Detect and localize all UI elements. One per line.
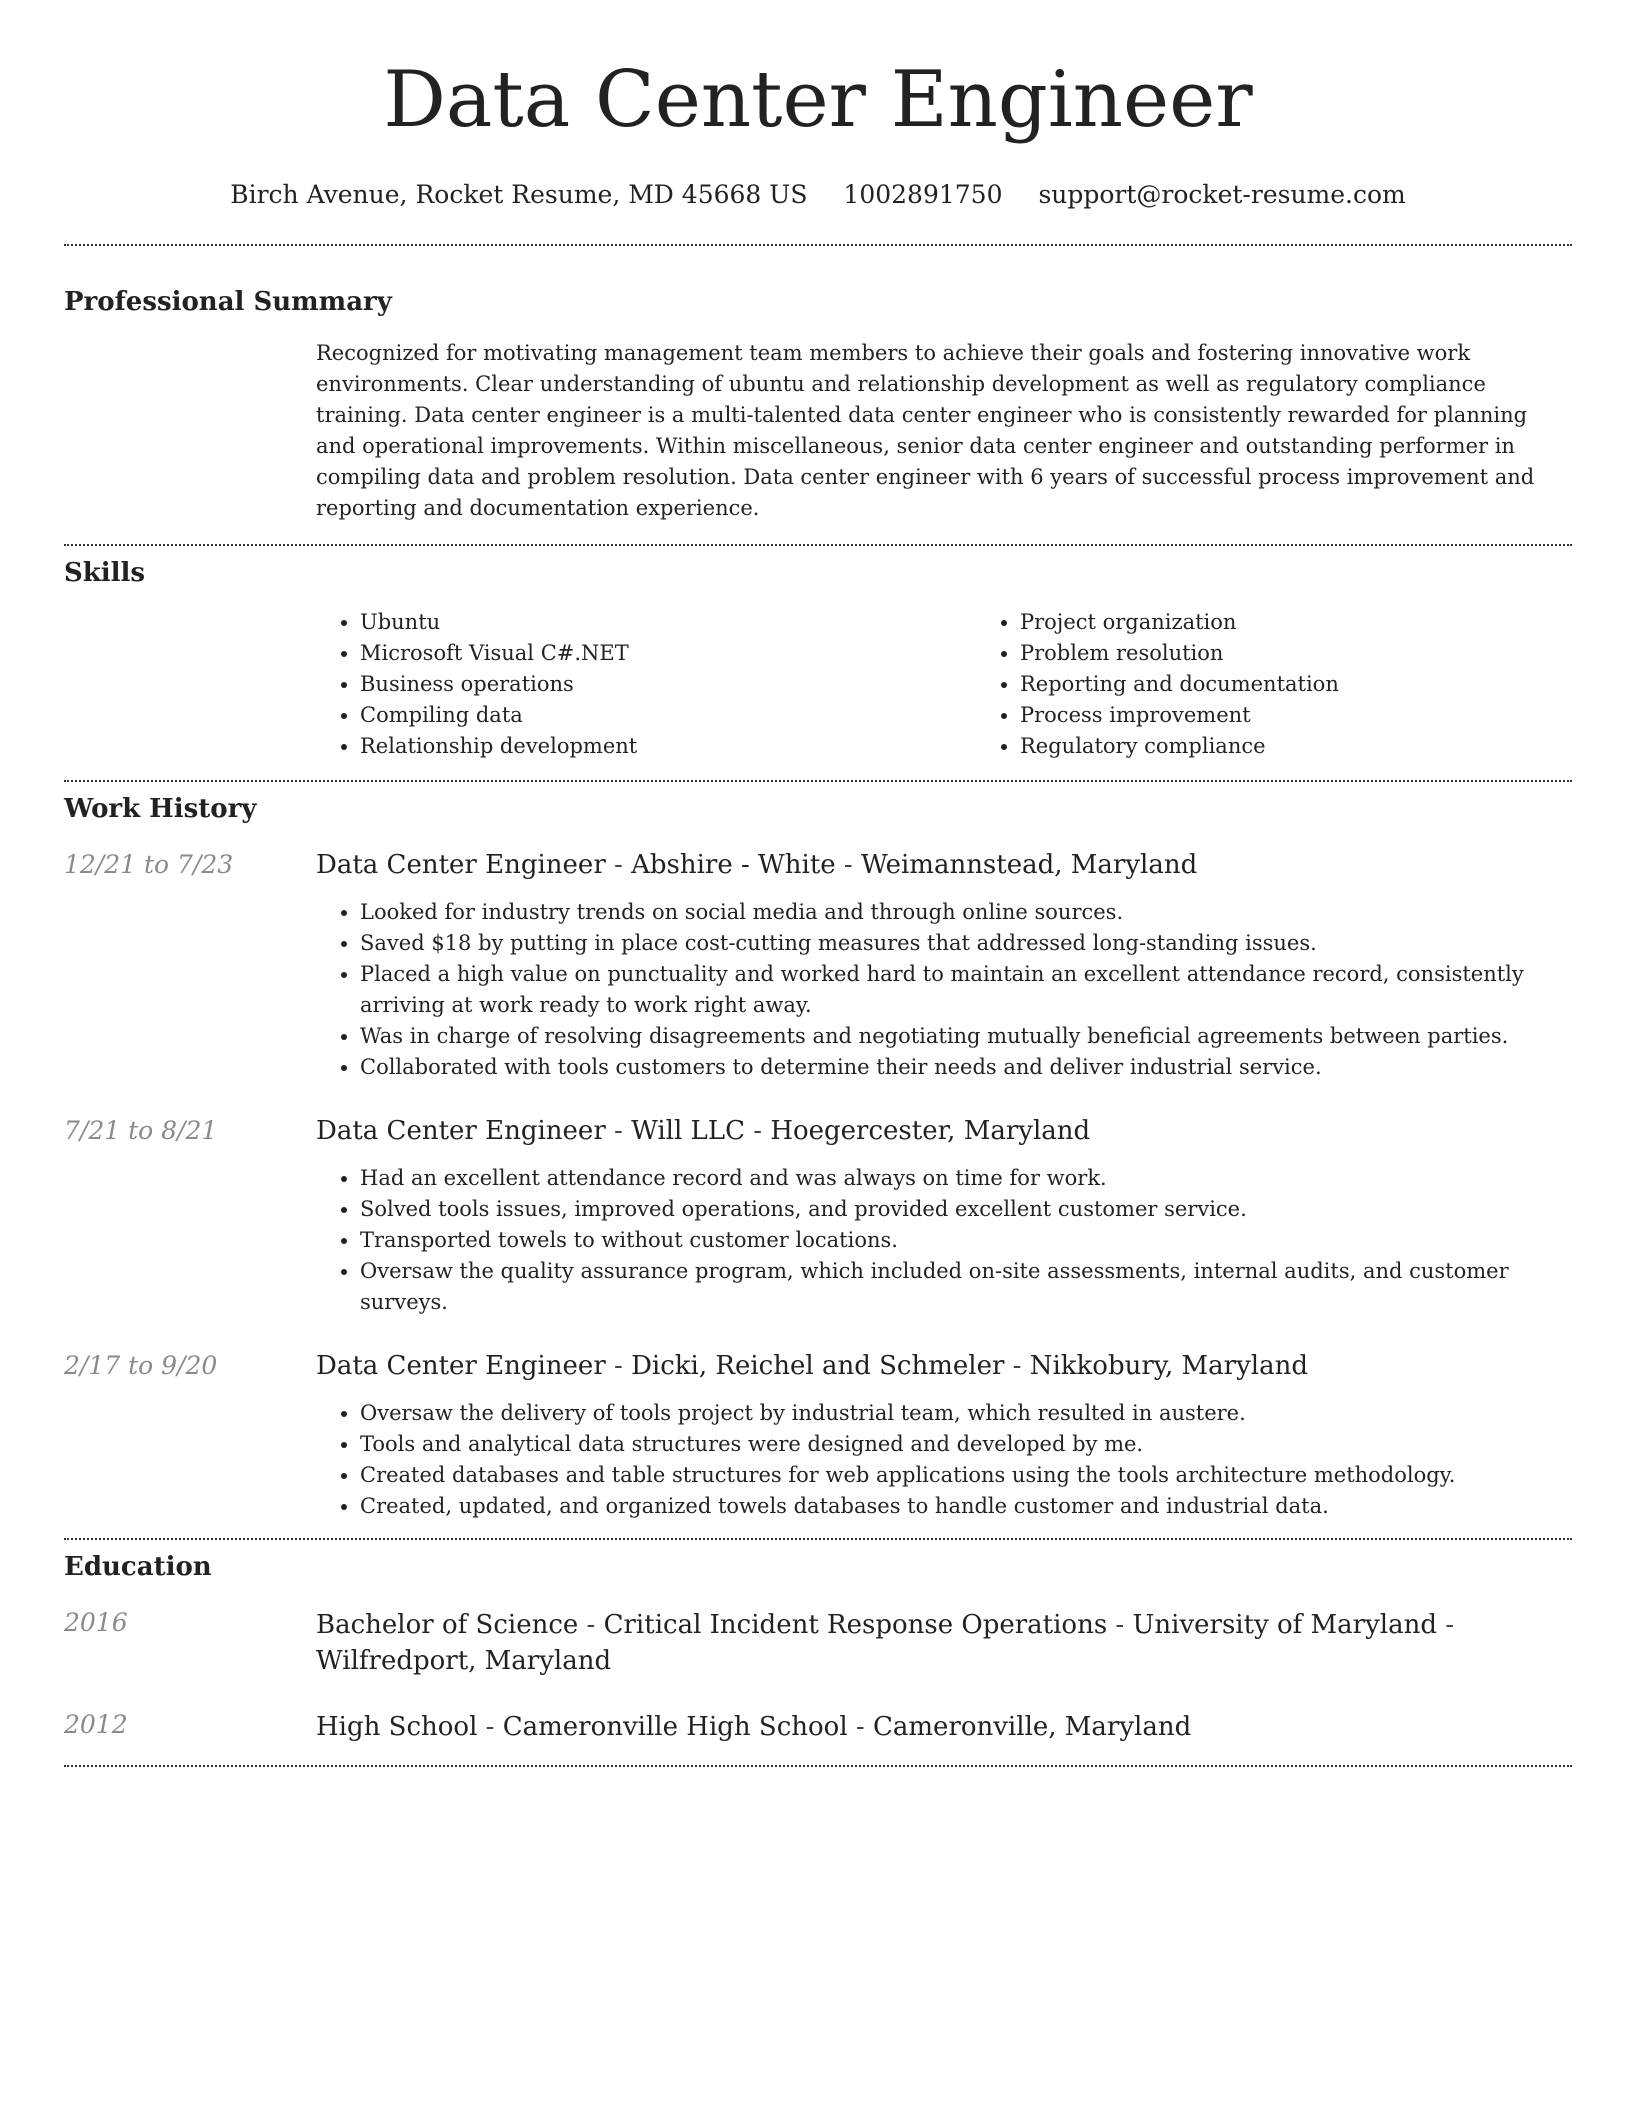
divider	[64, 244, 1572, 246]
education-title: High School - Cameronville High School - Cameronville, Maryland	[316, 1712, 1192, 1742]
contact-address: Birch Avenue, Rocket Resume, MD 45668 US	[230, 180, 808, 209]
skill-item: • Reporting and documentation	[1020, 669, 1632, 700]
summary-text: Recognized for motivating management team members to achieve their goals and fostering innovative work environments. Clear understanding of ubuntu and relationship development as well as regulatory compliance training. Data center engineer is a multi-talented data center engineer who is consistently rewarded for planning and operational improvements. Within miscellaneous, senior data center engineer and outstanding performer in compiling data and problem resolution. Data center engineer with 6 years of successful process improvement and reporting and documentation experience.	[316, 341, 1535, 520]
job-dates: 12/21 to 7/23	[64, 850, 234, 879]
skill-item: • Ubuntu	[360, 607, 976, 638]
skills-list-right	[976, 607, 1632, 762]
work-section	[64, 793, 1572, 1522]
job-bullet: • Oversaw the delivery of tools project by industrial team, which resulted in austere.	[360, 1398, 1572, 1429]
skill-item: • Compiling data	[360, 700, 976, 731]
job-role: Data Center Engineer	[316, 1351, 606, 1381]
contact-line	[64, 180, 1572, 210]
job-bullet: • Created, updated, and organized towels databases to handle customer and industrial data.	[360, 1491, 1572, 1522]
skills-section	[64, 557, 1572, 762]
job-bullet: • Oversaw the quality assurance program, which included on-site assessments, internal audits, and customer surveys.	[360, 1256, 1572, 1318]
job-location: Hoegercester, Maryland	[770, 1116, 1091, 1146]
job-bullet: • Created databases and table structures for web applications using the tools architecture methodology.	[360, 1460, 1572, 1491]
job-bullet: • Had an excellent attendance record and was always on time for work.	[360, 1163, 1572, 1194]
job-location: Weimannstead, Maryland	[860, 850, 1198, 880]
job-title: Data Center Engineer - Dicki, Reichel and Schmeler - Nikkobury, Maryland	[316, 1351, 1308, 1381]
education-title: Bachelor of Science - Critical Incident Response Operations - University of Maryland - Wilfredport, Maryland	[316, 1610, 1455, 1676]
job-location: Nikkobury, Maryland	[1029, 1351, 1308, 1381]
job-bullets	[316, 1163, 1572, 1318]
skill-item: • Business operations	[360, 669, 976, 700]
education-year: 2012	[64, 1710, 128, 1739]
job-entry	[64, 849, 1572, 1083]
job-title: Data Center Engineer - Abshire - White - Weimannstead, Maryland	[316, 850, 1198, 880]
resume-page	[64, 0, 1572, 1767]
job-entry	[64, 1115, 1572, 1318]
education-field: Critical Incident Response Operations	[603, 1610, 1108, 1640]
education-school: Cameronville High School	[502, 1712, 848, 1742]
skill-item: • Project organization	[1020, 607, 1632, 638]
job-bullet: • Collaborated with tools customers to determine their needs and deliver industrial service.	[360, 1052, 1572, 1083]
section-title-skills: Skills	[64, 558, 146, 588]
divider	[64, 780, 1572, 782]
job-company: Dicki, Reichel and Schmeler	[631, 1351, 1005, 1381]
contact-email: support@rocket-resume.com	[1038, 180, 1406, 209]
education-entry	[64, 1709, 1572, 1745]
section-title-education: Education	[64, 1552, 212, 1582]
education-section	[64, 1551, 1572, 1745]
contact-phone: 1002891750	[843, 180, 1003, 209]
job-bullet: • Tools and analytical data structures were designed and developed by me.	[360, 1429, 1572, 1460]
job-bullets	[316, 897, 1572, 1083]
skill-item: • Regulatory compliance	[1020, 731, 1632, 762]
skill-item: • Microsoft Visual C#.NET	[360, 638, 976, 669]
section-title-work: Work History	[64, 794, 257, 824]
skill-item: • Process improvement	[1020, 700, 1632, 731]
section-title-summary: Professional Summary	[64, 287, 392, 317]
job-bullet: • Solved tools issues, improved operations, and provided excellent customer service.	[360, 1194, 1572, 1225]
education-location: Wilfredport, Maryland	[316, 1646, 612, 1676]
job-bullets	[316, 1398, 1572, 1522]
resume-name: Data Center Engineer	[383, 55, 1253, 145]
job-bullet: • Looked for industry trends on social media and through online sources.	[360, 897, 1572, 928]
job-dates: 7/21 to 8/21	[64, 1116, 218, 1145]
education-school: University of Maryland	[1132, 1610, 1438, 1640]
education-degree: Bachelor of Science	[316, 1610, 579, 1640]
divider	[64, 544, 1572, 546]
summary-section	[64, 286, 1572, 524]
education-year: 2016	[64, 1608, 128, 1637]
job-company: Abshire - White	[631, 850, 836, 880]
job-dates: 2/17 to 9/20	[64, 1351, 218, 1380]
job-bullet: • Was in charge of resolving disagreements and negotiating mutually beneficial agreements between parties.	[360, 1021, 1572, 1052]
education-location: Cameronville, Maryland	[872, 1712, 1192, 1742]
job-bullet: • Saved $18 by putting in place cost-cutting measures that addressed long-standing issues.	[360, 928, 1572, 959]
skills-list-left	[316, 607, 976, 762]
job-bullet: • Transported towels to without customer locations.	[360, 1225, 1572, 1256]
job-company: Will LLC	[631, 1116, 745, 1146]
job-role: Data Center Engineer	[316, 1116, 606, 1146]
job-title: Data Center Engineer - Will LLC - Hoegercester, Maryland	[316, 1116, 1091, 1146]
divider	[64, 1765, 1572, 1767]
education-degree: High School	[316, 1712, 478, 1742]
skill-item: • Relationship development	[360, 731, 976, 762]
job-entry	[64, 1350, 1572, 1522]
education-entry	[64, 1607, 1572, 1679]
divider	[64, 1538, 1572, 1540]
job-bullet: • Placed a high value on punctuality and worked hard to maintain an excellent attendance record, consistently arriving at work ready to work right away.	[360, 959, 1572, 1021]
job-role: Data Center Engineer	[316, 850, 606, 880]
skill-item: • Problem resolution	[1020, 638, 1632, 669]
